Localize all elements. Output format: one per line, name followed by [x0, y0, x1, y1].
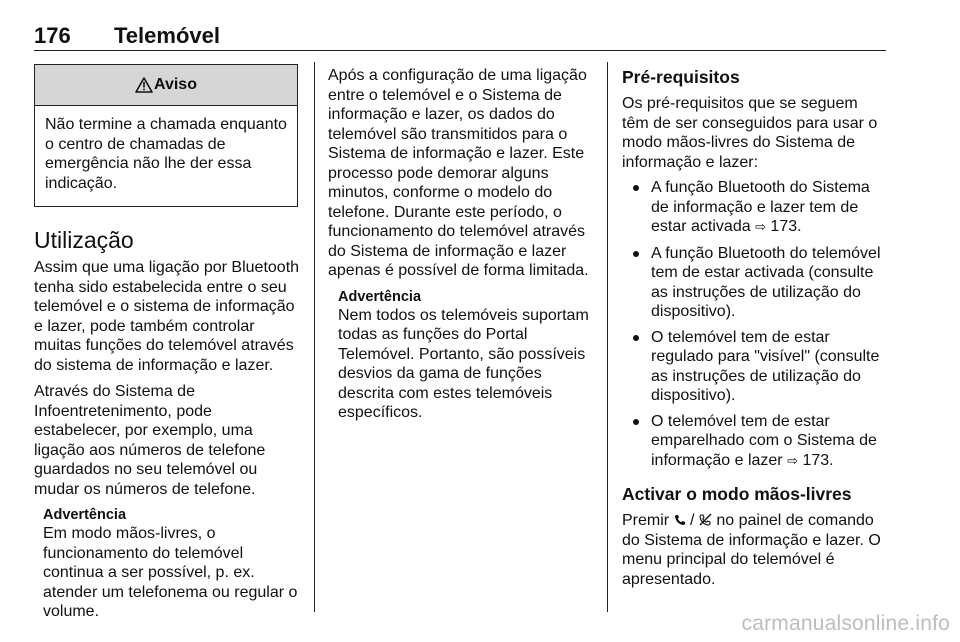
- warning-text: Não termine a chamada enquanto o centro de chamadas de emergência não lhe der essa indicação.: [45, 116, 287, 192]
- list-item: O telemóvel tem de estar emparelhado com o Sistema de informação e lazer ⇨ 173.: [622, 412, 888, 472]
- column-right: [622, 66, 888, 589]
- bullet-icon: [633, 335, 639, 341]
- note-text: Nem todos os telemóveis suportam todas as funções do Portal Telemóvel. Portanto, são possíveis desvios da gama de funções descrita com estes telemóveis específicos.: [338, 306, 589, 421]
- prerequisite-list: [622, 178, 888, 471]
- warning-header: [35, 65, 297, 106]
- arrow-ref-icon: ⇨: [755, 220, 766, 235]
- page-header: [34, 22, 886, 51]
- paragraph: Premir / no painel de comando do Sistema de informação e lazer. O menu principal do telemóvel é apresentado.: [622, 512, 881, 588]
- arrow-ref-icon: ⇨: [787, 453, 798, 469]
- bullet-icon: [633, 185, 639, 191]
- note-block: [34, 506, 300, 622]
- paragraph: Assim que uma ligação por Bluetooth tenha sido estabelecida entre o seu telemóvel e o sistema de informação e lazer, pode também controlar muitas funções do telemóvel através do sistema de informação e lazer.: [34, 259, 300, 374]
- column-divider: [607, 62, 608, 612]
- page-ref[interactable]: 173.: [770, 218, 802, 235]
- bullet-icon: [633, 419, 639, 425]
- section-title-activar: Activar o modo mãos-livres: [622, 484, 852, 504]
- list-item: O telemóvel tem de estar regulado para "visível" (consulte as instruções de utilização do dispositivo).: [622, 328, 888, 406]
- note-title: Advertência: [43, 507, 127, 523]
- warning-triangle-icon: [135, 77, 153, 93]
- paragraph: Os pré-requisitos que se seguem têm de ser conseguidos para usar o modo mãos-livres do Sistema de informação e lazer:: [622, 95, 878, 171]
- column-left: [34, 64, 300, 622]
- list-item: A função Bluetooth do telemóvel tem de estar activada (consulte as instruções de utilização do dispositivo).: [622, 244, 888, 322]
- paragraph: Através do Sistema de Infoentretenimento, pode estabelecer, por exemplo, uma ligação aos números de telefone guardados no seu telemóvel ou mudar os números de telefone.: [34, 383, 266, 498]
- phone-icon: [674, 514, 686, 526]
- list-item: A função Bluetooth do Sistema de informação e lazer tem de estar activada ⇨ 173.: [622, 178, 888, 238]
- paragraph: Após a configuração de uma ligação entre o telemóvel e o Sistema de informação e lazer, os dados do telemóvel são transmitidos para o Sistema de informação e lazer. Este processo pode demorar alguns minutos, conforme o modelo do telefone. Durante este período, o funcionamento do telemóvel através do Sistema de informação e lazer apenas é possível de forma limitada.: [328, 67, 589, 279]
- phone-muted-icon: [699, 513, 712, 526]
- page-title: Telemóvel: [114, 23, 220, 48]
- warning-box: [34, 64, 298, 207]
- page-ref[interactable]: 173.: [802, 451, 834, 469]
- bullet-icon: [633, 251, 639, 257]
- warning-title: Aviso: [154, 76, 197, 94]
- column-middle: [328, 66, 592, 423]
- page-number: 176: [34, 23, 71, 48]
- section-title-prerequisitos: Pré-requisitos: [622, 67, 740, 87]
- note-title: Advertência: [338, 288, 422, 305]
- watermark: carmanualsonline.info: [741, 612, 950, 635]
- column-divider: [314, 62, 315, 612]
- note-block: [328, 288, 592, 423]
- section-title-utilizacao: Utilização: [34, 227, 134, 253]
- note-text: Em modo mãos-livres, o funcionamento do telemóvel continua a ser possível, p. ex. atender um telefonema ou regular o volume.: [43, 525, 298, 620]
